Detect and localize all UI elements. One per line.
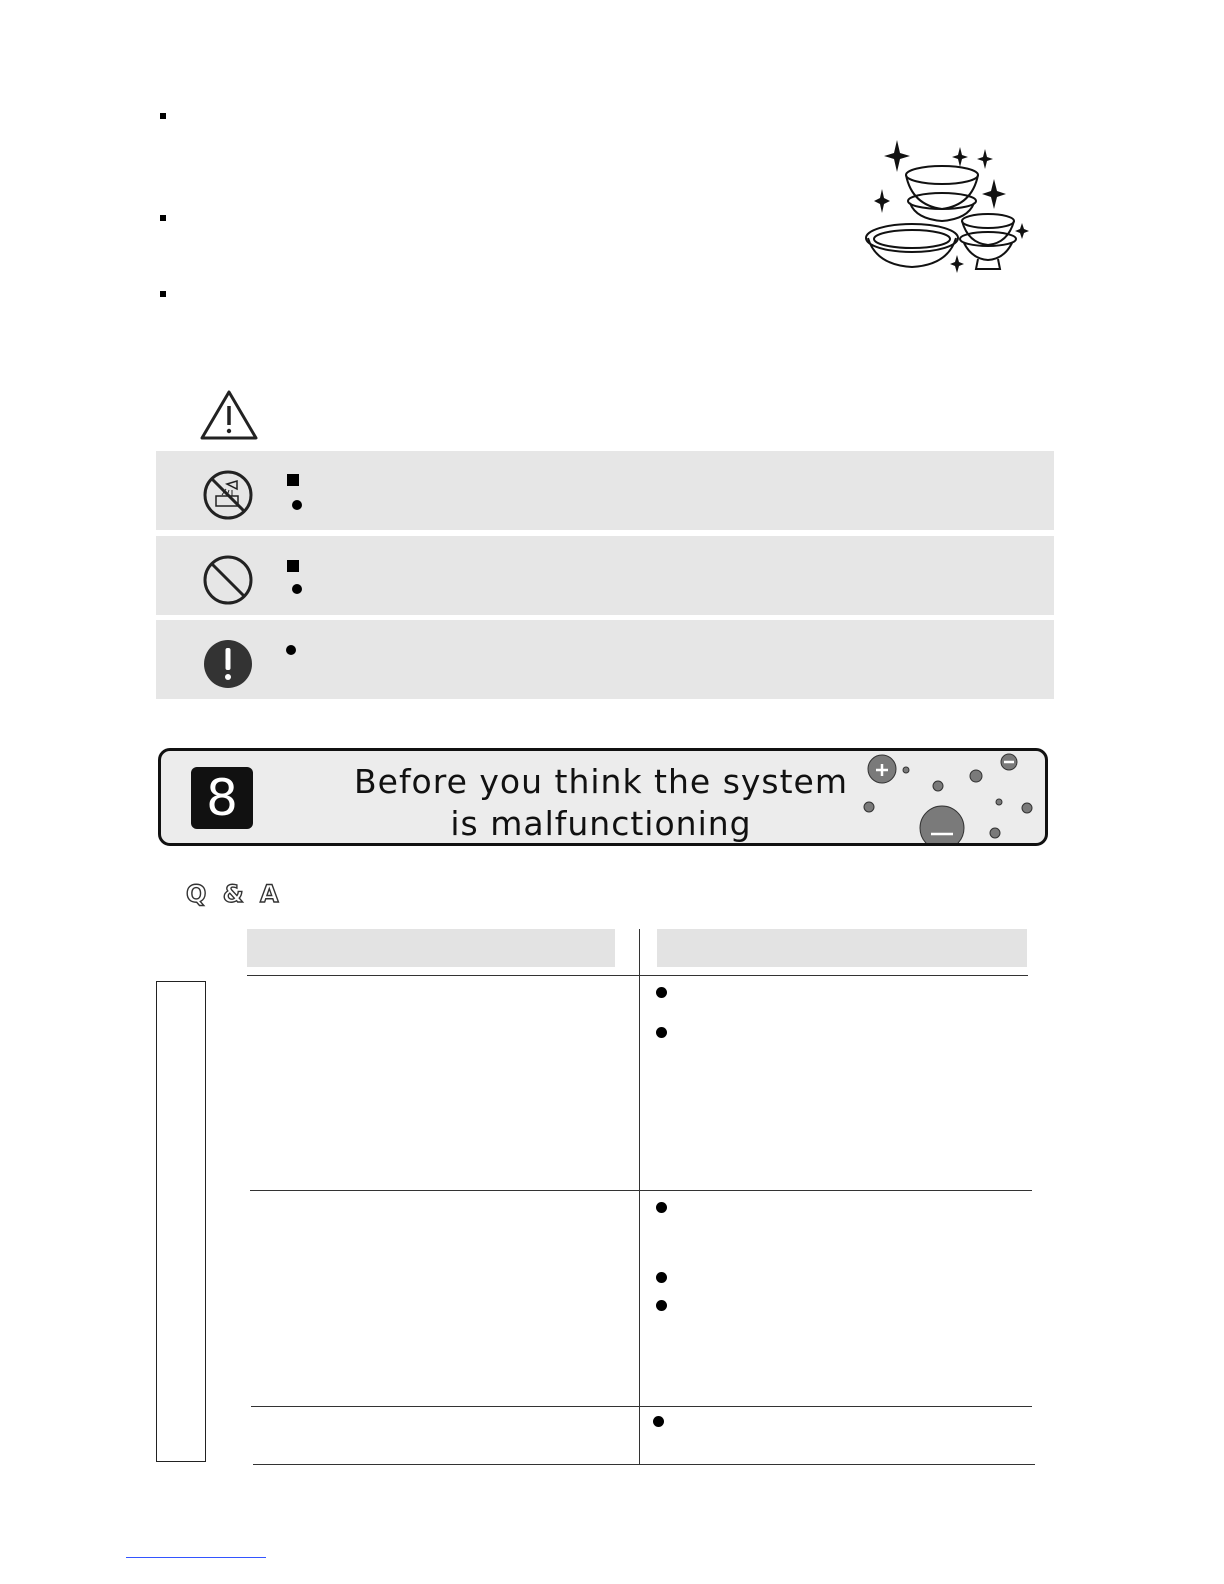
caution-row-prohibited	[156, 536, 1054, 615]
caution-row-mandatory	[156, 620, 1054, 699]
warning-triangle-icon	[198, 388, 260, 442]
section-banner	[158, 748, 1048, 846]
table-header-left	[247, 929, 615, 967]
list-bullet	[287, 560, 299, 572]
table-rule	[250, 1190, 1032, 1191]
list-bullet	[287, 474, 299, 486]
answer-dot	[656, 1272, 667, 1283]
section-number: 8	[191, 767, 253, 829]
list-bullet	[160, 113, 166, 119]
prohibited-icon	[202, 554, 254, 606]
answer-dot	[656, 1300, 667, 1311]
list-dot	[286, 645, 296, 655]
table-rule	[251, 1406, 1032, 1407]
caution-row-no-water	[156, 451, 1054, 530]
table-header-right	[657, 929, 1027, 967]
table-rule	[247, 975, 1028, 976]
list-dot	[292, 500, 302, 510]
no-water-spray-icon	[202, 469, 254, 521]
section-title	[321, 761, 881, 845]
answer-dot	[656, 1202, 667, 1213]
footer-link-underline[interactable]	[126, 1557, 266, 1558]
mandatory-exclamation-icon	[202, 638, 254, 690]
list-bullet	[160, 291, 166, 297]
table-side-label-box	[156, 981, 206, 1462]
section-title-line2: is malfunctioning	[450, 804, 752, 843]
list-dot	[292, 584, 302, 594]
answer-dot	[656, 987, 667, 998]
qa-label: Q & A	[186, 880, 283, 908]
section-title-line1: Before you think the system	[354, 762, 848, 801]
clean-dishes-illustration	[860, 135, 1035, 280]
answer-dot	[656, 1027, 667, 1038]
table-column-divider	[639, 929, 640, 1465]
list-bullet	[160, 215, 166, 221]
answer-dot	[653, 1416, 664, 1427]
bubbles-decoration-icon	[861, 751, 1045, 843]
table-rule	[253, 1464, 1035, 1465]
